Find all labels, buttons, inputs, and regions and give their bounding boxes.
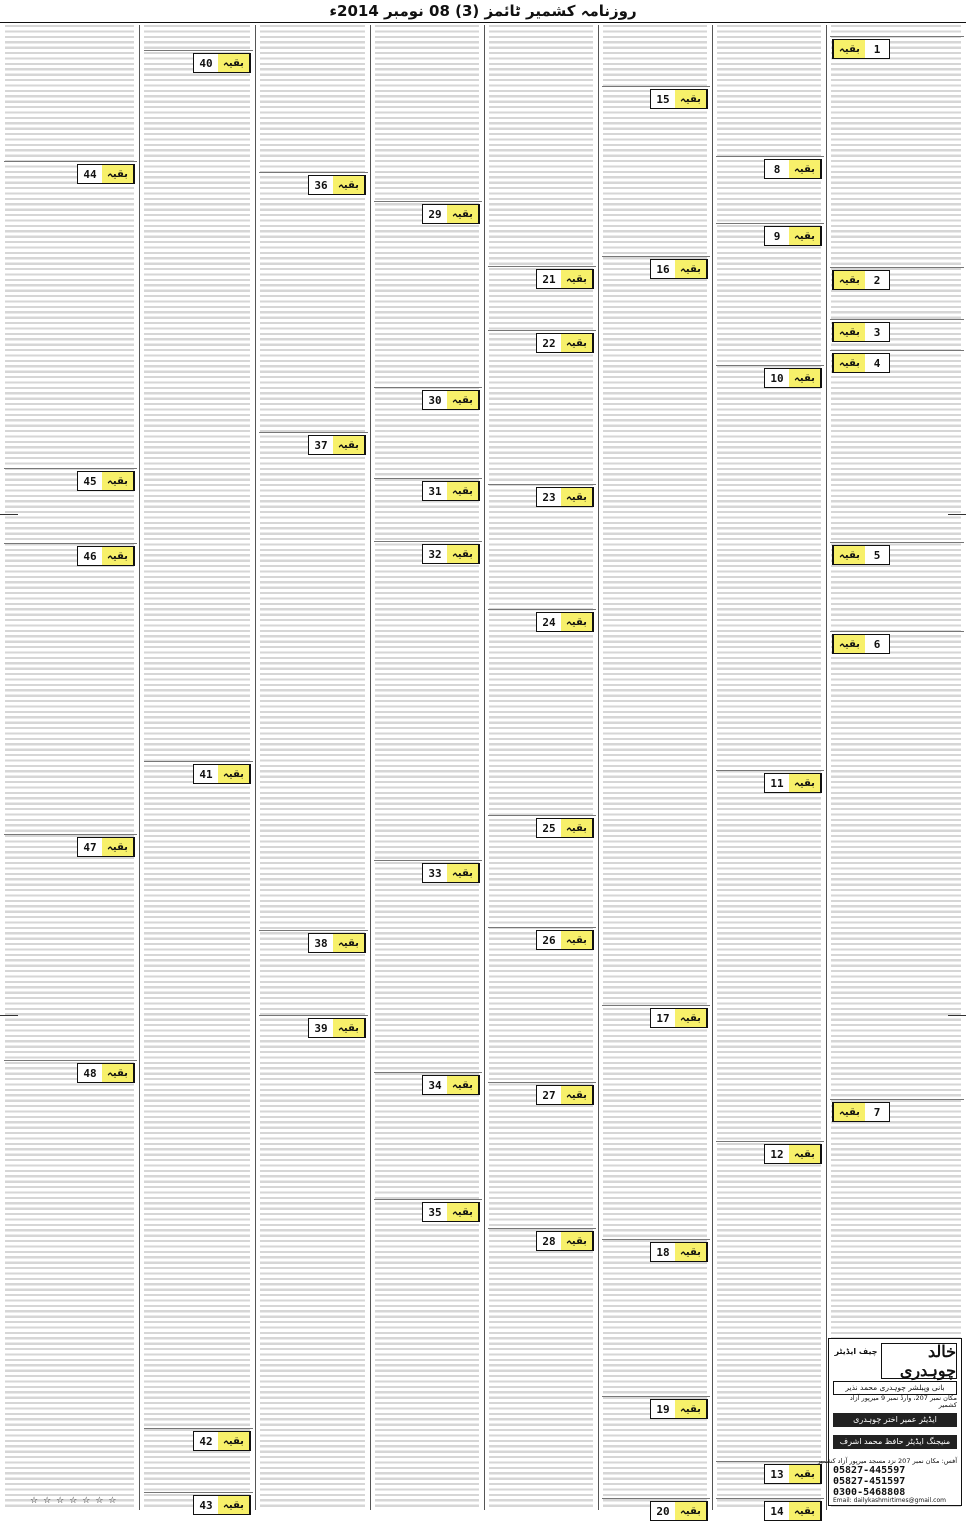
news-columns xyxy=(0,23,966,1518)
continuation-badge-7 xyxy=(832,1102,890,1122)
badge-number: 10 xyxy=(770,371,784,385)
continuation-badge-14 xyxy=(764,1501,822,1521)
badge-label: بقیہ xyxy=(833,323,865,341)
registration-mark xyxy=(0,514,18,515)
badge-number: 34 xyxy=(428,1078,442,1092)
story-divider xyxy=(144,1492,253,1493)
continuation-badge-47 xyxy=(77,837,135,857)
story-divider xyxy=(602,1498,710,1499)
column-rule xyxy=(484,25,485,1510)
text-column-4 xyxy=(372,25,482,1510)
continuation-badge-36 xyxy=(308,175,366,195)
continuation-badge-11 xyxy=(764,773,822,793)
story-divider xyxy=(4,834,137,835)
badge-number: 17 xyxy=(656,1011,670,1025)
badge-number: 21 xyxy=(542,272,556,286)
story-divider xyxy=(602,1396,710,1397)
column-rule xyxy=(598,25,599,1510)
continuation-badge-27 xyxy=(536,1085,594,1105)
editor-logo: خالد چوہدری xyxy=(881,1343,957,1379)
badge-label: بقیہ xyxy=(675,1009,707,1027)
badge-number: 18 xyxy=(656,1245,670,1259)
badge-label: بقیہ xyxy=(833,271,865,289)
story-divider xyxy=(488,1082,596,1083)
badge-label: بقیہ xyxy=(447,864,479,882)
badge-label: بقیہ xyxy=(789,1502,821,1520)
story-divider xyxy=(4,468,137,469)
story-divider xyxy=(4,1060,137,1061)
badge-label: بقیہ xyxy=(561,1232,593,1250)
continuation-badge-2 xyxy=(832,270,890,290)
continuation-badge-29 xyxy=(422,204,480,224)
registration-mark xyxy=(948,1015,966,1016)
badge-label: بقیہ xyxy=(833,546,865,564)
story-divider xyxy=(4,161,137,162)
column-rule xyxy=(370,25,371,1510)
badge-label: بقیہ xyxy=(675,90,707,108)
badge-number: 6 xyxy=(873,637,881,651)
story-divider xyxy=(830,350,964,351)
badge-number: 46 xyxy=(83,549,97,563)
badge-label: بقیہ xyxy=(447,545,479,563)
address-line: مکان نمبر 207، وارڈ نمبر 9 میرپور آزاد کشمیر xyxy=(849,1394,957,1409)
story-divider xyxy=(488,330,596,331)
badge-label: بقیہ xyxy=(218,1432,250,1450)
badge-number: 27 xyxy=(542,1088,556,1102)
badge-label: بقیہ xyxy=(102,547,134,565)
story-divider xyxy=(488,927,596,928)
story-divider xyxy=(716,156,824,157)
story-divider xyxy=(602,86,710,87)
phone-number: 0300-5468808 xyxy=(833,1487,906,1498)
continuation-badge-31 xyxy=(422,481,480,501)
continuation-badge-6 xyxy=(832,634,890,654)
badge-label: بقیہ xyxy=(789,369,821,387)
badge-label: بقیہ xyxy=(561,334,593,352)
story-divider xyxy=(144,1428,253,1429)
continuation-badge-38 xyxy=(308,933,366,953)
badge-number: 22 xyxy=(542,336,556,350)
story-divider xyxy=(830,319,964,320)
story-divider xyxy=(374,201,482,202)
continuation-badge-42 xyxy=(193,1431,251,1451)
badge-number: 4 xyxy=(873,356,881,370)
continuation-badge-25 xyxy=(536,818,594,838)
badge-number: 40 xyxy=(199,56,213,70)
badge-label: بقیہ xyxy=(333,1019,365,1037)
story-divider xyxy=(374,1072,482,1073)
story-divider xyxy=(259,930,368,931)
badge-label: بقیہ xyxy=(447,1203,479,1221)
badge-label: بقیہ xyxy=(675,1243,707,1261)
badge-number: 26 xyxy=(542,933,556,947)
story-divider xyxy=(716,223,824,224)
continuation-badge-40 xyxy=(193,53,251,73)
story-divider xyxy=(374,478,482,479)
story-divider xyxy=(716,1498,824,1499)
badge-label: بقیہ xyxy=(789,1465,821,1483)
continuation-badge-24 xyxy=(536,612,594,632)
registration-mark xyxy=(0,1015,18,1016)
story-divider xyxy=(4,543,137,544)
column-rule xyxy=(255,25,256,1510)
column-rule xyxy=(139,25,140,1510)
footer-stars: ☆☆☆☆☆☆☆ xyxy=(30,1496,122,1506)
badge-label: بقیہ xyxy=(561,270,593,288)
story-divider xyxy=(259,1015,368,1016)
badge-number: 42 xyxy=(199,1434,213,1448)
owner-line: بانی وپبلشر چوہدری محمد نذیر xyxy=(833,1381,957,1395)
badge-label: بقیہ xyxy=(833,354,865,372)
story-divider xyxy=(830,1099,964,1100)
badge-number: 25 xyxy=(542,821,556,835)
badge-number: 47 xyxy=(83,840,97,854)
badge-number: 9 xyxy=(773,229,781,243)
badge-number: 7 xyxy=(873,1105,881,1119)
continuation-badge-34 xyxy=(422,1075,480,1095)
badge-number: 16 xyxy=(656,262,670,276)
badge-number: 29 xyxy=(428,207,442,221)
continuation-badge-19 xyxy=(650,1399,708,1419)
continuation-badge-18 xyxy=(650,1242,708,1262)
masthead xyxy=(0,0,966,23)
badge-label: بقیہ xyxy=(561,931,593,949)
story-divider xyxy=(144,761,253,762)
continuation-badge-41 xyxy=(193,764,251,784)
continuation-badge-20 xyxy=(650,1501,708,1521)
badge-number: 44 xyxy=(83,167,97,181)
badge-label: بقیہ xyxy=(447,1076,479,1094)
phone-list xyxy=(833,1465,911,1498)
badge-number: 3 xyxy=(873,325,881,339)
continuation-badge-21 xyxy=(536,269,594,289)
story-divider xyxy=(716,770,824,771)
continuation-badge-16 xyxy=(650,259,708,279)
story-divider xyxy=(602,1005,710,1006)
badge-number: 30 xyxy=(428,393,442,407)
story-divider xyxy=(830,542,964,543)
badge-label: بقیہ xyxy=(218,765,250,783)
badge-number: 5 xyxy=(873,548,881,562)
story-divider xyxy=(488,484,596,485)
badge-label: بقیہ xyxy=(102,1064,134,1082)
continuation-badge-9 xyxy=(764,226,822,246)
story-divider xyxy=(374,860,482,861)
masthead-text: روزنامہ کشمیر ٹائمز (3) 08 نومبر 2014ء xyxy=(329,2,637,20)
badge-label: بقیہ xyxy=(833,1103,865,1121)
text-column-6 xyxy=(600,25,710,1510)
badge-label: بقیہ xyxy=(789,1145,821,1163)
badge-number: 32 xyxy=(428,547,442,561)
badge-number: 20 xyxy=(656,1504,670,1518)
badge-number: 37 xyxy=(314,438,328,452)
badge-label: بقیہ xyxy=(333,176,365,194)
continuation-badge-5 xyxy=(832,545,890,565)
story-divider xyxy=(830,36,964,37)
badge-label: بقیہ xyxy=(833,635,865,653)
badge-label: بقیہ xyxy=(675,260,707,278)
badge-number: 8 xyxy=(773,162,781,176)
continuation-badge-23 xyxy=(536,487,594,507)
continuation-badge-28 xyxy=(536,1231,594,1251)
badge-label: بقیہ xyxy=(447,482,479,500)
registration-mark xyxy=(948,514,966,515)
badge-number: 14 xyxy=(770,1504,784,1518)
badge-label: بقیہ xyxy=(447,205,479,223)
badge-label: بقیہ xyxy=(789,227,821,245)
story-divider xyxy=(602,256,710,257)
story-divider xyxy=(374,1199,482,1200)
phone-number: 05827-451597 xyxy=(833,1476,906,1487)
badge-label: بقیہ xyxy=(675,1502,707,1520)
badge-label: بقیہ xyxy=(789,774,821,792)
badge-label: بقیہ xyxy=(561,613,593,631)
story-divider xyxy=(144,50,253,51)
continuation-badge-26 xyxy=(536,930,594,950)
badge-label: بقیہ xyxy=(447,391,479,409)
badge-number: 11 xyxy=(770,776,784,790)
text-column-7 xyxy=(714,25,824,1510)
story-divider xyxy=(488,609,596,610)
text-column-3 xyxy=(257,25,368,1510)
continuation-badge-45 xyxy=(77,471,135,491)
story-divider xyxy=(716,365,824,366)
story-divider xyxy=(259,172,368,173)
story-divider xyxy=(488,815,596,816)
text-column-8 xyxy=(817,25,964,1510)
continuation-badge-8 xyxy=(764,159,822,179)
badge-label: بقیہ xyxy=(833,40,865,58)
badge-label: بقیہ xyxy=(561,488,593,506)
story-divider xyxy=(830,631,964,632)
badge-number: 31 xyxy=(428,484,442,498)
email-line: Email: dailykashmirtimes@gmail.com xyxy=(833,1497,946,1504)
badge-number: 2 xyxy=(873,273,881,287)
badge-number: 23 xyxy=(542,490,556,504)
managing-editor-bar: منیجنگ ایڈیٹر حافظ محمد اشرف xyxy=(833,1435,957,1449)
badge-label: بقیہ xyxy=(102,838,134,856)
story-divider xyxy=(374,387,482,388)
badge-label: بقیہ xyxy=(102,165,134,183)
phone-number: 05827-445597 xyxy=(833,1465,906,1476)
story-divider xyxy=(830,267,964,268)
story-divider xyxy=(602,1239,710,1240)
continuation-badge-32 xyxy=(422,544,480,564)
continuation-badge-33 xyxy=(422,863,480,883)
continuation-badge-15 xyxy=(650,89,708,109)
continuation-badge-39 xyxy=(308,1018,366,1038)
story-divider xyxy=(488,266,596,267)
continuation-badge-3 xyxy=(832,322,890,342)
badge-number: 35 xyxy=(428,1205,442,1219)
badge-number: 39 xyxy=(314,1021,328,1035)
badge-label: بقیہ xyxy=(561,819,593,837)
continuation-badge-1 xyxy=(832,39,890,59)
editor-bar: ایڈیٹر عمیر اختر چوہدری xyxy=(833,1413,957,1427)
badge-label: بقیہ xyxy=(789,160,821,178)
badge-number: 33 xyxy=(428,866,442,880)
story-divider xyxy=(716,1141,824,1142)
badge-number: 19 xyxy=(656,1402,670,1416)
badge-number: 12 xyxy=(770,1147,784,1161)
badge-number: 38 xyxy=(314,936,328,950)
text-column-5 xyxy=(486,25,596,1510)
continuation-badge-44 xyxy=(77,164,135,184)
text-column-1 xyxy=(2,25,137,1510)
badge-number: 43 xyxy=(199,1498,213,1512)
badge-label: بقیہ xyxy=(333,436,365,454)
continuation-badge-43 xyxy=(193,1495,251,1515)
badge-number: 1 xyxy=(873,42,881,56)
continuation-badge-12 xyxy=(764,1144,822,1164)
badge-number: 48 xyxy=(83,1066,97,1080)
column-rule xyxy=(826,25,827,1510)
badge-number: 36 xyxy=(314,178,328,192)
badge-number: 28 xyxy=(542,1234,556,1248)
continuation-badge-22 xyxy=(536,333,594,353)
badge-label: بقیہ xyxy=(218,54,250,72)
continuation-badge-35 xyxy=(422,1202,480,1222)
continuation-badge-4 xyxy=(832,353,890,373)
badge-number: 45 xyxy=(83,474,97,488)
continuation-badge-37 xyxy=(308,435,366,455)
continuation-badge-48 xyxy=(77,1063,135,1083)
story-divider xyxy=(488,1228,596,1229)
continuation-badge-46 xyxy=(77,546,135,566)
office-address: آفس: مکان نمبر 207 نزد مسجد میرپور آزاد کشمیر xyxy=(817,1457,957,1465)
imprint-box xyxy=(817,1338,962,1506)
continuation-badge-17 xyxy=(650,1008,708,1028)
badge-number: 13 xyxy=(770,1467,784,1481)
continuation-badge-10 xyxy=(764,368,822,388)
badge-number: 41 xyxy=(199,767,213,781)
story-divider xyxy=(259,432,368,433)
badge-number: 24 xyxy=(542,615,556,629)
badge-label: بقیہ xyxy=(675,1400,707,1418)
badge-label: بقیہ xyxy=(218,1496,250,1514)
badge-label: بقیہ xyxy=(333,934,365,952)
story-divider xyxy=(716,1461,824,1462)
badge-label: بقیہ xyxy=(561,1086,593,1104)
story-divider xyxy=(374,541,482,542)
continuation-badge-30 xyxy=(422,390,480,410)
badge-label: بقیہ xyxy=(102,472,134,490)
column-rule xyxy=(712,25,713,1510)
chief-editor-label: چیف ایڈیٹر xyxy=(834,1347,878,1356)
continuation-badge-13 xyxy=(764,1464,822,1484)
badge-number: 15 xyxy=(656,92,670,106)
